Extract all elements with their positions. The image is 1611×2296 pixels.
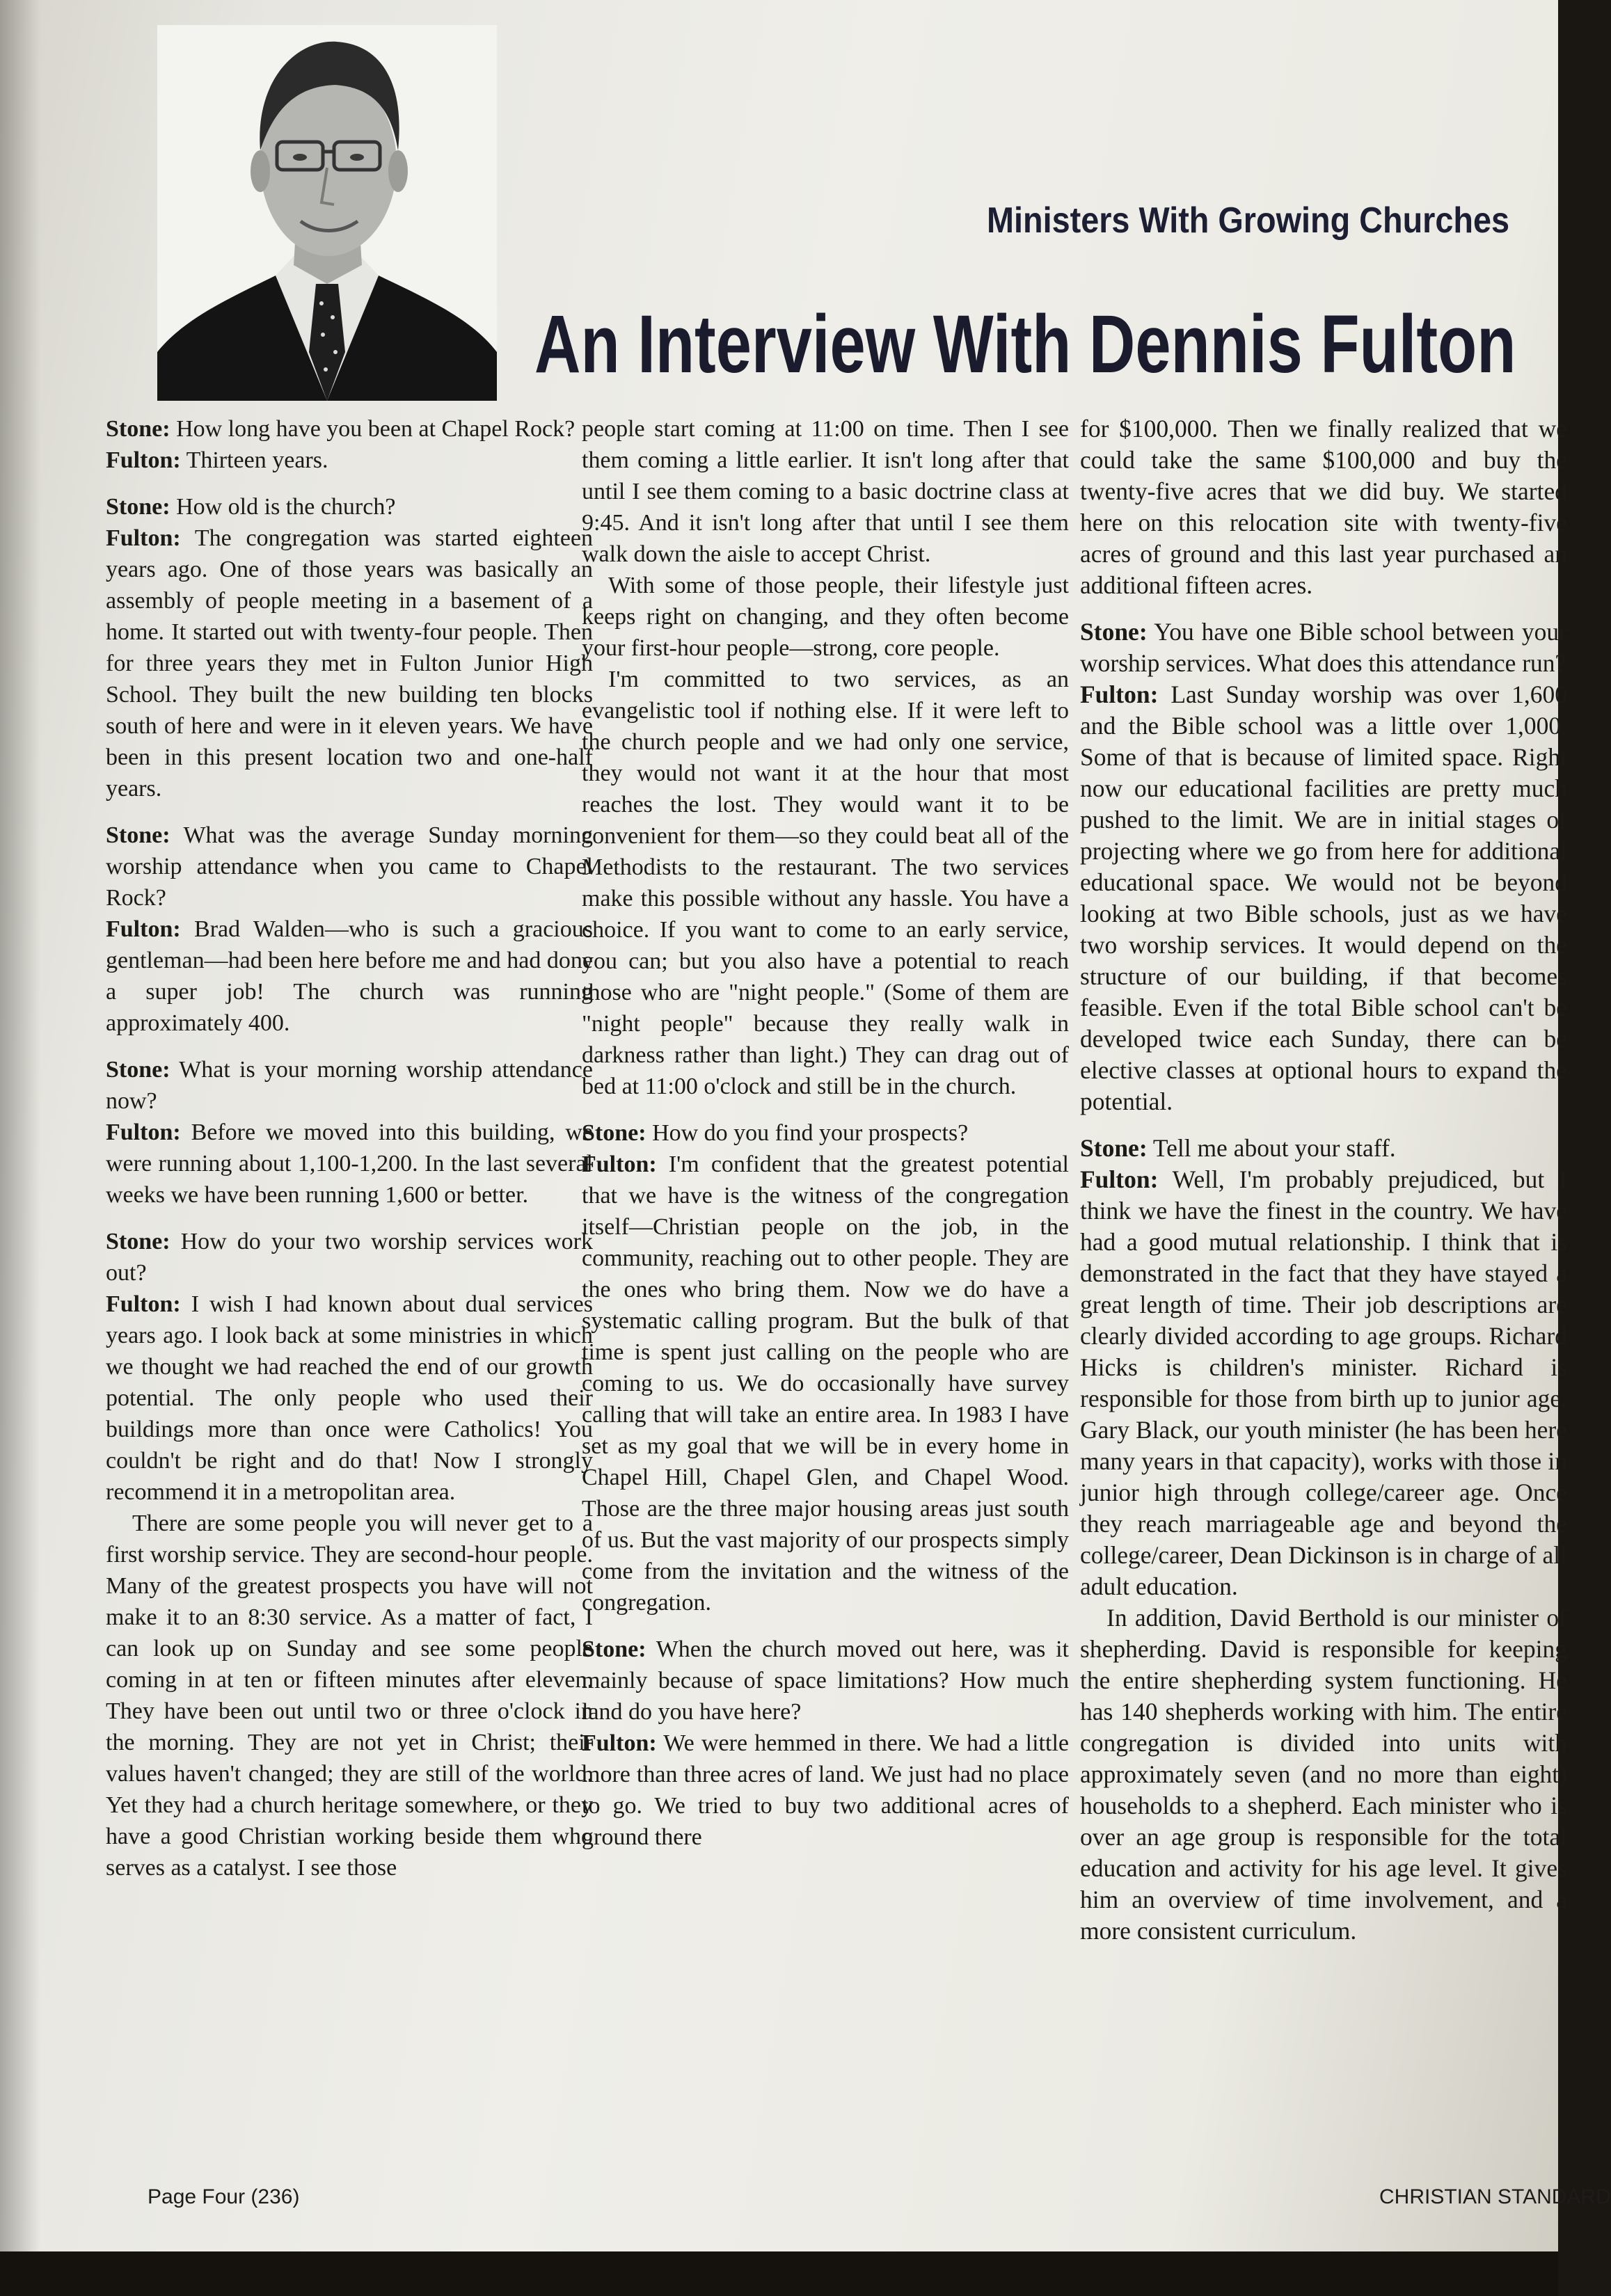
speaker-label: Fulton:	[106, 1119, 181, 1145]
portrait-icon	[157, 25, 497, 401]
speaker-label: Stone:	[106, 1229, 170, 1254]
speaker-label: Stone:	[582, 1120, 646, 1146]
paragraph	[106, 445, 593, 476]
paragraph-text: people start coming at 11:00 on time. Then I see them coming a little earlier. It isn't long after that until I see them coming to a basic doctrine class at 9:45. And it isn't long after that until I see them walk down the aisle to accept Christ.	[582, 416, 1069, 567]
paragraph-text: for $100,000. Then we finally realized that we could take the same $100,000 and buy the twenty-five acres that we did buy. We started here on this relocation site with twenty-five acres of ground and this last year purchased an additional fifteen acres.	[1080, 415, 1567, 599]
paragraph	[106, 491, 593, 523]
paragraph-text: How do your two worship services work out?	[106, 1229, 593, 1286]
qa-block	[582, 1634, 1069, 1853]
qa-block	[1080, 1133, 1567, 1947]
speaker-label: Stone:	[1080, 1134, 1148, 1162]
qa-block	[582, 413, 1069, 1102]
paragraph-text: I'm committed to two services, as an evangelistic tool if nothing else. If it were left to the church people and we had only one service, they would not want it at the hour that most reaches the lost. They would want it to be convenient for them—so they could beat all of the Methodists to the restaurant. The two services make this possible without any hassle. You have a choice. If you want to come to an early service, you can; but you also have a potential to reach those who are "night people." (Some of them are "night people" because they really walk in darkness rather than light.) They can drag out of bed at 11:00 o'clock and still be in the church.	[582, 667, 1069, 1099]
paragraph	[582, 413, 1069, 570]
paragraph	[106, 1508, 593, 1883]
paragraph-text: How do you find your prospects?	[646, 1120, 969, 1146]
speaker-label: Fulton:	[1080, 680, 1159, 708]
paragraph-text: I wish I had known about dual services years ago. I look back at some ministries in which we thought we had reached the end of our growth potential. The only people who used their buildings more than once were Catholics! You couldn't be right and do that! Now I strongly recommend it in a metropolitan area.	[106, 1291, 593, 1505]
speaker-label: Fulton:	[582, 1730, 657, 1756]
paragraph	[1080, 1133, 1567, 1164]
scan-edge	[0, 2251, 1558, 2296]
portrait-photo	[157, 25, 497, 401]
speaker-label: Fulton:	[106, 525, 181, 551]
paragraph-text: Well, I'm probably prejudiced, but I think we have the finest in the country. We have had a good mutual relationship. I think that is demonstrated in the fact that they have stayed a great length of time. Their job descriptions are clearly divided according to age groups. Richard Hicks is children's minister. Richard is responsible for those from birth up to junior age. Gary Black, our youth minister (he has been here many years in that capacity), works with those in junior high through college/career age. Once they reach marriageable age and beyond the college/career, Dean Dickinson is in charge of all adult education.	[1080, 1165, 1567, 1600]
qa-block	[106, 413, 593, 476]
speaker-label: Stone:	[582, 1636, 646, 1662]
paragraph-text: Thirteen years.	[180, 447, 328, 473]
paragraph-text: I'm confident that the greatest potential that we have is the witness of the congregation itself—Christian people on the job, in the community, reaching out to other people. They are the ones who bring them. Now we do have a systematic calling program. But the bulk of that time is spent just calling on the people who are coming to us. We do occasionally have survey calling that will take an entire area. In 1983 I have set as my goal that we will be in every home in Chapel Hill, Chapel Glen, and Chapel Wood. Those are the three major housing areas just south of us. But the vast majority of our prospects simply come from the invitation and the witness of the congregation.	[582, 1151, 1069, 1616]
paragraph	[106, 914, 593, 1039]
speaker-label: Stone:	[1080, 618, 1148, 646]
paragraph-text: In addition, David Berthold is our minister of shepherding. David is responsible for keeping the entire shepherding system functioning. He has 140 shepherds working with him. The entire congregation is divided into units with approximately seven (and no more than eight) households to a shepherd. Each minister who is over an age group is responsible for the total education and activity for his age level. It gives him an overview of time involvement, and a more consistent curriculum.	[1080, 1604, 1567, 1945]
speaker-label: Stone:	[106, 416, 170, 442]
speaker-label: Fulton:	[106, 916, 181, 942]
paragraph	[1080, 616, 1567, 679]
paragraph	[582, 570, 1069, 664]
speaker-label: Fulton:	[106, 1291, 181, 1317]
text-column-2	[582, 413, 1069, 2118]
paragraph	[106, 820, 593, 914]
paragraph-text: Before we moved into this building, we were running about 1,100-1,200. In the last several weeks we have been running 1,600 or better.	[106, 1119, 593, 1208]
paragraph-text: There are some people you will never get to a first worship service. They are second-hour people. Many of the greatest prospects you have will not make it to an 8:30 service. As a matter of fact, I can look up on Sunday and see some people coming in at ten or fifteen minutes after eleven. They have been out until two or three o'clock in the morning. They are not yet in Christ; their values haven't changed; they are still of the world. Yet they had a church heritage somewhere, or they have a good Christian working beside them who serves as a catalyst. I see those	[106, 1510, 593, 1881]
speaker-label: Fulton:	[582, 1151, 657, 1177]
paragraph	[582, 664, 1069, 1102]
speaker-label: Stone:	[106, 822, 170, 848]
paragraph	[1080, 1164, 1567, 1602]
paragraph-text: How long have you been at Chapel Rock?	[170, 416, 576, 442]
paragraph	[582, 1728, 1069, 1853]
paragraph-text: Last Sunday worship was over 1,600 and the Bible school was a little over 1,000. Some of that is because of limited space. Right now our educational facilities are pretty much pushed to the limit. We are in initial stages of projecting where we go from here for additional educational space. We would not be beyond looking at two Bible schools, just as we have two worship services. It would depend on the structure of our building, if that becomes feasible. Even if the total Bible school can't be developed twice each Sunday, there can be elective classes at optional hours to expand the potential.	[1080, 680, 1567, 1115]
paragraph-text: When the church moved out here, was it mainly because of space limitations? How much land do you have here?	[582, 1636, 1069, 1725]
qa-block	[582, 1117, 1069, 1618]
publication-name: CHRISTIAN STANDARD	[1379, 2185, 1611, 2208]
paragraph	[582, 1117, 1069, 1149]
paragraph	[1080, 413, 1567, 601]
speaker-label: Fulton:	[106, 447, 181, 473]
paragraph	[106, 413, 593, 445]
text-column-1	[106, 413, 593, 2118]
paragraph	[106, 1117, 593, 1211]
qa-block	[106, 1226, 593, 1883]
text-column-3	[1080, 413, 1567, 2118]
page-number: Page Four (236)	[148, 2185, 300, 2208]
qa-block	[106, 820, 593, 1039]
paragraph-text: You have one Bible school between your worship services. What does this attendance run?	[1080, 618, 1567, 677]
paragraph	[582, 1149, 1069, 1618]
paragraph-text: What is your morning worship attendance now?	[106, 1057, 593, 1114]
paragraph-text: Tell me about your staff.	[1147, 1134, 1396, 1162]
section-kicker: Ministers With Growing Churches	[987, 200, 1510, 241]
paragraph	[106, 1289, 593, 1508]
paragraph-text: The congregation was started eighteen years ago. One of those years was basically an assembly of people meeting in a basement of a home. It started out with twenty-four people. Then for three years they met in Fulton Junior High School. They built the new building ten blocks south of here and were in it eleven years. We have been in this present location two and one-half years.	[106, 525, 593, 802]
paragraph-text: With some of those people, their lifestyle just keeps right on changing, and they often become your first-hour people—strong, core people.	[582, 573, 1069, 661]
paragraph	[106, 1226, 593, 1289]
qa-block	[106, 1054, 593, 1211]
paragraph	[582, 1634, 1069, 1728]
paragraph-text: Brad Walden—who is such a gracious gentleman—had been here before me and had done a super job! The church was running approximately 400.	[106, 916, 593, 1036]
binding-shadow	[0, 0, 40, 2251]
paragraph	[106, 1054, 593, 1117]
speaker-label: Stone:	[106, 494, 170, 520]
paragraph-text: We were hemmed in there. We had a little more than three acres of land. We just had no place to go. We tried to buy two additional acres of ground there	[582, 1730, 1069, 1850]
paragraph	[1080, 1602, 1567, 1947]
speaker-label: Fulton:	[1080, 1165, 1159, 1193]
qa-block	[106, 491, 593, 804]
paragraph	[1080, 679, 1567, 1117]
paragraph-text: What was the average Sunday morning worship attendance when you came to Chapel Rock?	[106, 822, 593, 911]
article-headline: An Interview With Dennis Fulton	[534, 298, 1516, 390]
paragraph-text: How old is the church?	[170, 494, 396, 520]
qa-block	[1080, 616, 1567, 1117]
paragraph	[106, 523, 593, 804]
speaker-label: Stone:	[106, 1057, 170, 1083]
qa-block	[1080, 413, 1567, 601]
